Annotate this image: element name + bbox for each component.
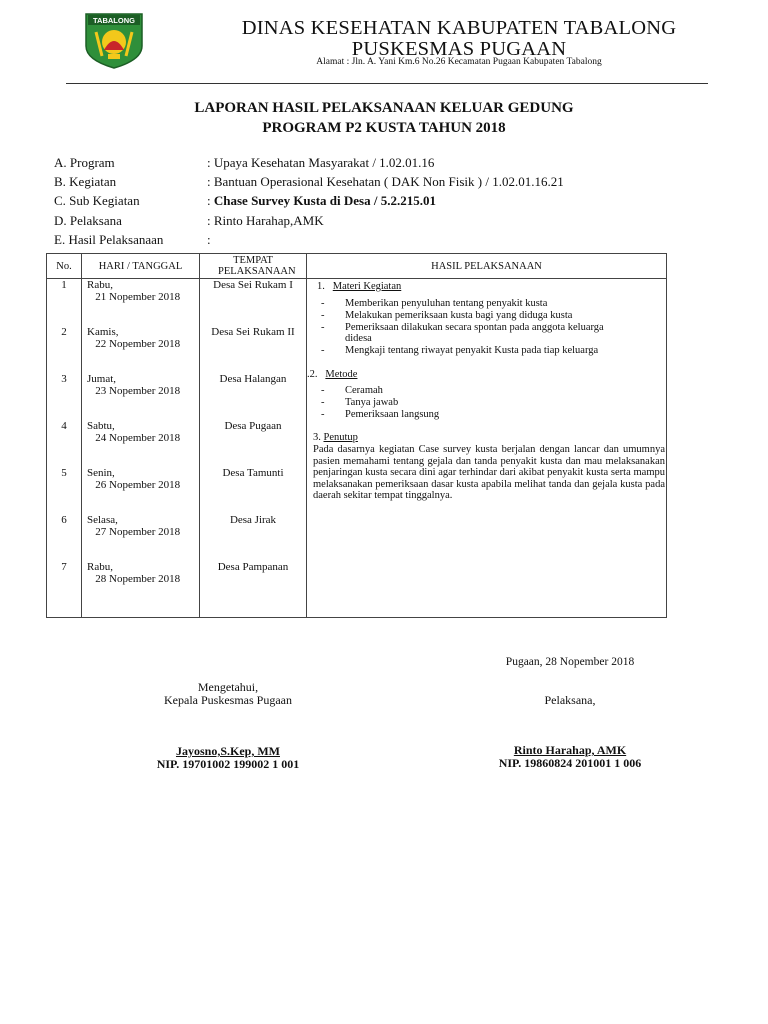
- section-2-item: Pemeriksaan langsung: [345, 409, 440, 420]
- place-date: Pugaan, 28 Nopember 2018: [505, 656, 635, 668]
- row-2-date-text: 22 Nopember 2018: [95, 338, 181, 350]
- left-sign-role: Kepala Puskesmas Pugaan: [164, 693, 292, 707]
- row-2-place: Desa Sei Rukam II: [211, 326, 295, 338]
- section-1-item: Memberikan penyuluhan tentang penyakit kusta: [345, 298, 548, 309]
- row-5-date-text: 26 Nopember 2018: [95, 479, 181, 491]
- info-label-kegiatan: B. Kegiatan: [54, 174, 117, 189]
- section-1-item: Pemeriksaan dilakukan secara spontan pada anggota keluarga: [345, 322, 604, 333]
- info-label-pelaksana: D. Pelaksana: [54, 213, 122, 228]
- row-1-no: 1: [61, 279, 67, 291]
- logo-text: TABALONG: [93, 16, 135, 25]
- col-result: 1. Materi Kegiatan - Memberikan penyuluhan tentang penyakit kusta - Melakukan pemeriksaan kusta bagi yang diduga kusta - Pemeriksaan dilakukan secara spontan pada anggota keluarga didesa - Mengkaji tentang riwayat penyakit Kusta pada tiap keluarga .2. Metode - Ceramah - Tanya jawab - Pemeriksaan langsung 3. Penutup Pada dasarnya kegiatan Case survey kusta berjalan dengan lancar dan umumnya pasien memahami tentang gejala dan tanda penyakit kusta dan mau melaksanakan penjaringan kusta secara dini agar terhindar dari akibat penyakit kusta serta mampu melaksanakan pemeriksaan dasar kusta apabila melihat tanda dan gejala kusta pada daerah sekitar tempat tinggalnya.: [307, 279, 667, 618]
- row-3-place: Desa Halangan: [219, 373, 287, 385]
- section-1-title: Materi Kegiatan: [332, 281, 402, 292]
- left-sign-name: Jayosno,S.Kep, MM: [175, 744, 280, 758]
- section-1-heading: [317, 281, 401, 293]
- row-1-place: Desa Sei Rukam I: [213, 279, 293, 291]
- row-5-no: 5: [61, 467, 67, 479]
- row-2-day: Kamis,: [87, 326, 119, 338]
- row-1-date: [82, 279, 199, 326]
- info-label-sub-kegiatan: C. Sub Kegiatan: [54, 193, 140, 208]
- row-4-date: [82, 420, 199, 467]
- report-title: LAPORAN HASIL PELAKSANAAN KELUAR GEDUNG: [194, 100, 574, 116]
- col-header-date: HARI / TANGGAL: [82, 254, 200, 279]
- header-agency: DINAS KESEHATAN KABUPATEN TABALONG: [241, 17, 677, 39]
- section-3-heading: [313, 432, 358, 444]
- section-2-item: Ceramah: [345, 385, 383, 396]
- row-2-no: 2: [61, 326, 67, 338]
- col-date: [82, 279, 200, 618]
- section-2-item: Tanya jawab: [345, 397, 399, 408]
- section-2-number: .2.: [307, 369, 318, 380]
- left-sign-nip: NIP. 19701002 199002 1 001: [156, 757, 300, 771]
- row-1-date-text: 21 Nopember 2018: [95, 291, 181, 303]
- row-3-day: Jumat,: [87, 373, 117, 385]
- row-7-day: Rabu,: [87, 561, 113, 573]
- row-3-date-text: 23 Nopember 2018: [95, 385, 181, 397]
- row-7-date: [82, 561, 199, 608]
- tabalong-logo: [82, 10, 146, 70]
- row-5-place: Desa Tamunti: [222, 467, 284, 479]
- info-value-sub-kegiatan: : Chase Survey Kusta di Desa / 5.2.215.01: [207, 193, 436, 208]
- row-7-no: 7: [61, 561, 67, 573]
- section-1-number: 1.: [317, 281, 325, 292]
- row-5-day: Senin,: [87, 467, 115, 479]
- col-no: [47, 279, 82, 618]
- col-header-no: No.: [47, 254, 82, 279]
- row-3-no: 3: [61, 373, 67, 385]
- right-sign-role: Pelaksana,: [544, 693, 596, 707]
- info-label-hasil: E. Hasil Pelaksanaan: [54, 232, 164, 247]
- info-value-pelaksana: : Rinto Harahap,AMK: [207, 213, 324, 228]
- col-header-result: HASIL PELAKSANAAN: [307, 254, 667, 279]
- section-2-title: Metode: [325, 369, 358, 380]
- right-sign-nip: NIP. 19860824 201001 1 006: [498, 756, 642, 770]
- row-2-date: [82, 326, 199, 373]
- section-1-item: Melakukan pemeriksaan kusta bagi yang diduga kusta: [345, 310, 573, 321]
- info-value-program: : Upaya Kesehatan Masyarakat / 1.02.01.16: [207, 155, 435, 170]
- section-3-number: 3.: [313, 432, 321, 443]
- section-1-item-continued: didesa: [345, 333, 372, 344]
- col-place: [200, 279, 307, 618]
- row-4-no: 4: [61, 420, 67, 432]
- row-5-date: [82, 467, 199, 514]
- row-4-day: Sabtu,: [87, 420, 115, 432]
- row-6-place: Desa Jirak: [229, 514, 277, 526]
- row-4-place: Desa Pugaan: [224, 420, 282, 432]
- section-3-title: Penutup: [323, 432, 358, 443]
- table-header-row: [47, 254, 667, 279]
- row-1-day: Rabu,: [87, 279, 113, 291]
- left-sign-label: Mengetahui,: [197, 680, 259, 694]
- section-3-paragraph: Pada dasarnya kegiatan Case survey kusta berjalan dengan lancar dan umumnya pasien memahami tentang gejala dan tanda penyakit kusta dan mau melaksanakan penjaringan kusta secara dini agar terhindar dari akibat penyakit kusta serta mampu melaksanakan pemeriksaan dasar kusta apabila melihat tanda dan gejala kusta pada daerah sekitar tempat tinggalnya.: [313, 444, 665, 501]
- row-7-place: Desa Pampanan: [217, 561, 289, 573]
- header-address: Alamat : Jln. A. Yani Km.6 No.26 Kecamatan Pugaan Kabupaten Tabalong: [316, 57, 602, 67]
- info-value-hasil: :: [207, 232, 211, 247]
- header-puskesmas: PUSKESMAS PUGAAN: [351, 38, 567, 60]
- info-value-kegiatan: : Bantuan Operasional Kesehatan ( DAK Non Fisik ) / 1.02.01.16.21: [207, 174, 564, 189]
- col-header-place-text: TEMPAT PELAKSANAAN: [218, 255, 296, 277]
- section-1-item: Mengkaji tentang riwayat penyakit Kusta pada tiap keluarga: [345, 345, 599, 356]
- sub-kegiatan-text: Chase Survey Kusta di Desa / 5.2.215.01: [213, 193, 436, 208]
- col-header-place: [200, 254, 307, 279]
- results-table: [46, 253, 667, 618]
- row-7-date-text: 28 Nopember 2018: [95, 573, 181, 585]
- row-4-date-text: 24 Nopember 2018: [95, 432, 181, 444]
- row-6-date-text: 27 Nopember 2018: [95, 526, 181, 538]
- row-3-date: [82, 373, 199, 420]
- section-2-heading: [307, 369, 357, 381]
- row-6-date: [82, 514, 199, 561]
- row-6-no: 6: [61, 514, 67, 526]
- header-divider: [66, 83, 708, 84]
- report-subtitle: PROGRAM P2 KUSTA TAHUN 2018: [262, 120, 506, 136]
- info-label-program: A. Program: [54, 155, 115, 170]
- row-6-day: Selasa,: [87, 514, 118, 526]
- right-sign-name: Rinto Harahap, AMK: [513, 743, 627, 757]
